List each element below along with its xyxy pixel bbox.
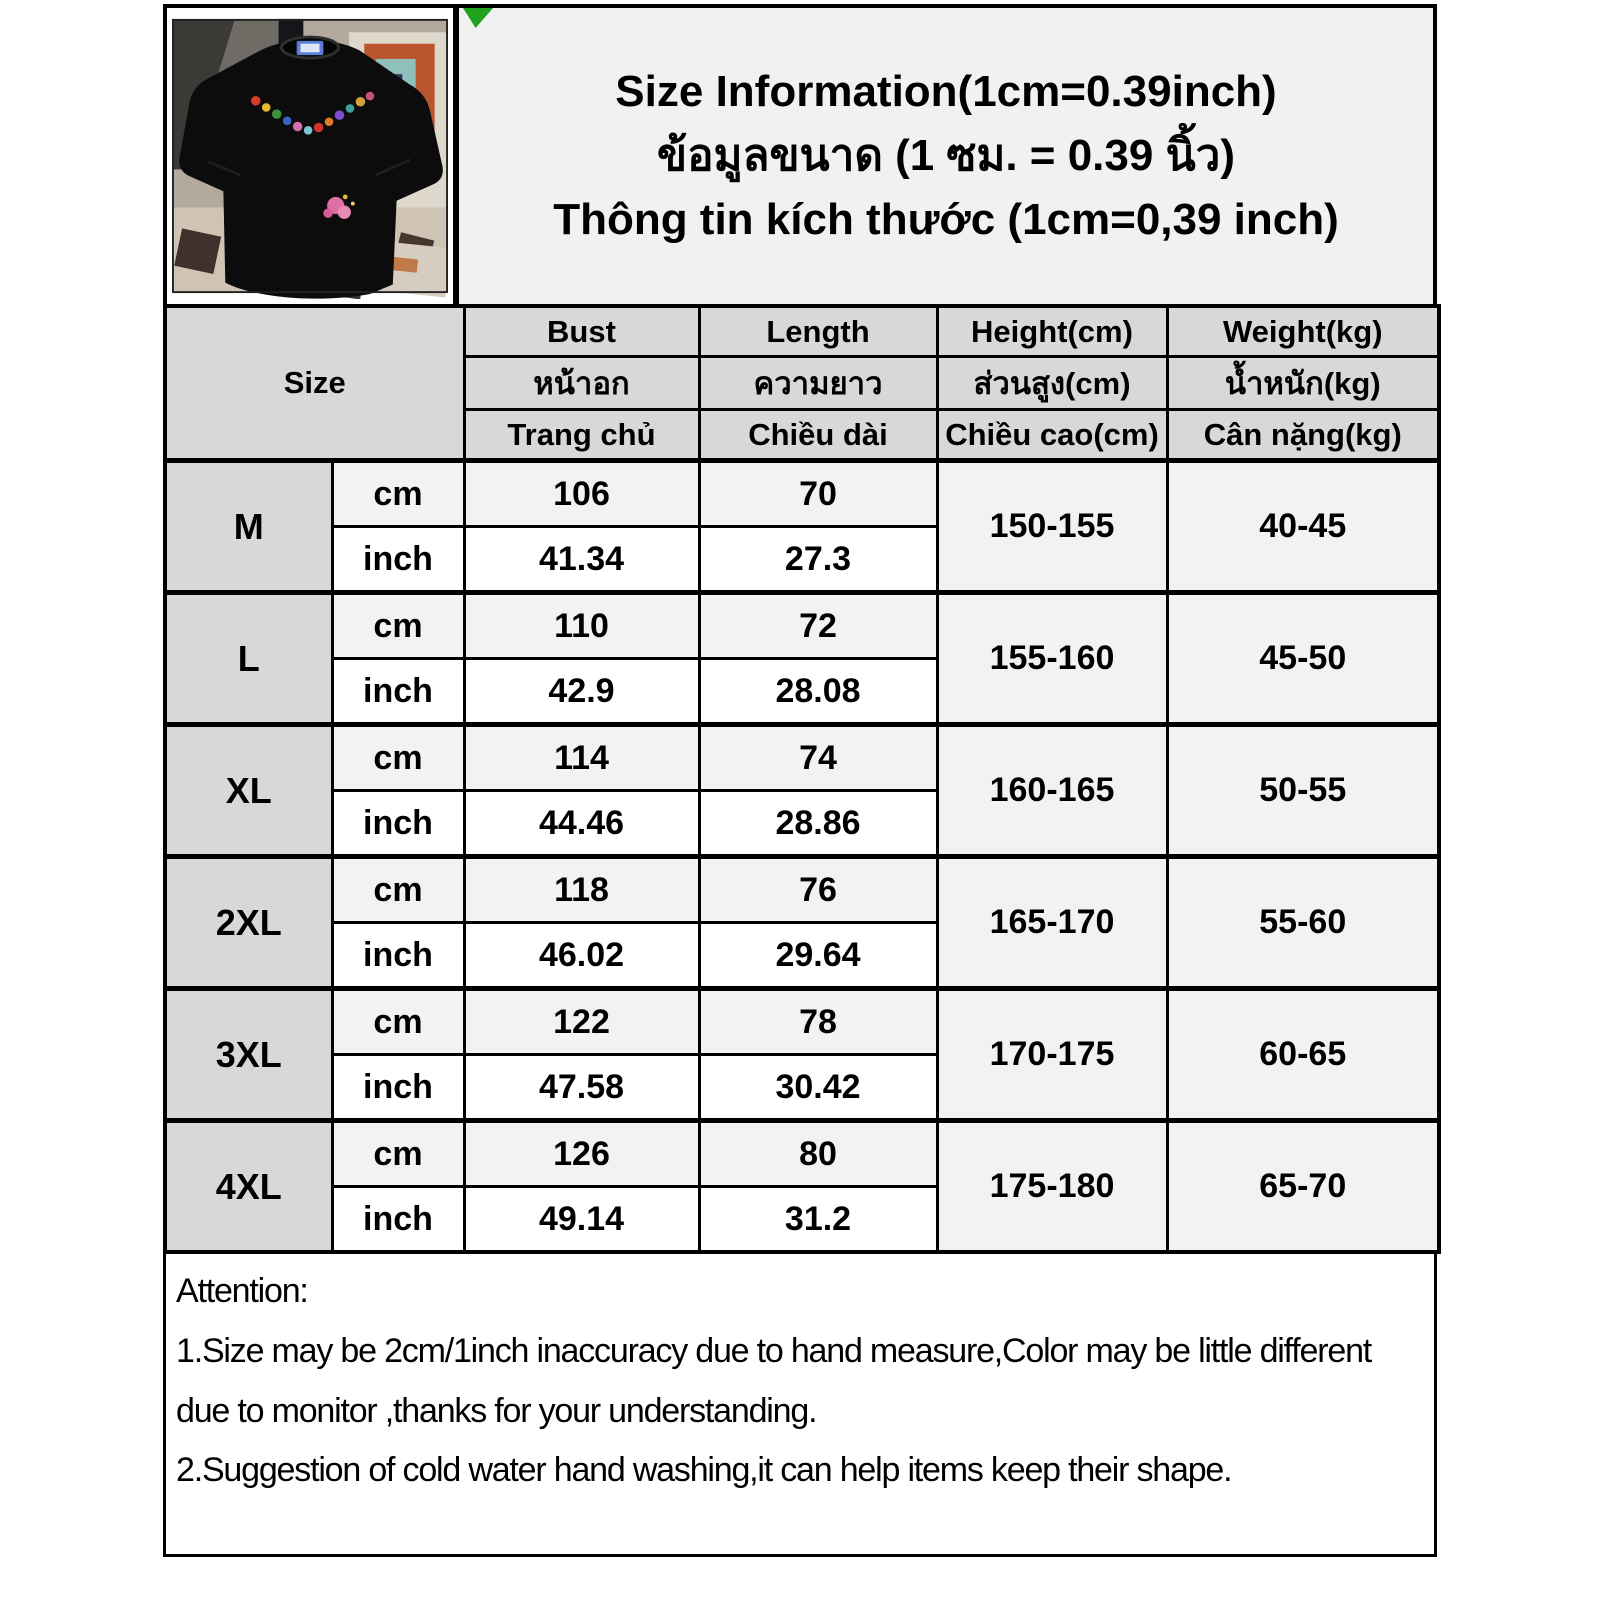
size-row-m-cm — [165, 461, 1439, 527]
length-value: 74 — [699, 725, 937, 791]
unit-cell: inch — [332, 1187, 464, 1253]
col-header-height-en: Height(cm) — [937, 306, 1167, 357]
col-header-weight-en: Weight(kg) — [1167, 306, 1439, 357]
bust-value: 49.14 — [464, 1187, 699, 1253]
size-row-2xl-cm — [165, 857, 1439, 923]
length-value: 76 — [699, 857, 937, 923]
height-range: 160-165 — [937, 725, 1167, 857]
size-table — [163, 304, 1441, 1254]
col-header-height-vi: Chiều cao(cm) — [937, 410, 1167, 461]
title-english: Size Information(1cm=0.39inch) — [615, 67, 1277, 116]
bust-value: 110 — [464, 593, 699, 659]
attention-notes — [163, 1254, 1437, 1557]
col-header-length-en: Length — [699, 306, 937, 357]
attention-note-2: 2.Suggestion of cold water hand washing,it can help items keep their shape. — [176, 1451, 1232, 1490]
bust-value: 118 — [464, 857, 699, 923]
bust-value: 114 — [464, 725, 699, 791]
col-header-height-th: ส่วนสูง(cm) — [937, 357, 1167, 410]
length-value: 80 — [699, 1121, 937, 1187]
size-row-4xl-cm — [165, 1121, 1439, 1187]
length-value: 27.3 — [699, 527, 937, 593]
bust-value: 122 — [464, 989, 699, 1055]
size-label-cell: 3XL — [165, 989, 332, 1121]
title-thai: ข้อมูลขนาด (1 ซม. = 0.39 นิ้ว) — [656, 131, 1235, 180]
size-chart-content — [163, 4, 1437, 1557]
bust-value: 42.9 — [464, 659, 699, 725]
product-photo-cell — [167, 8, 459, 304]
size-row-3xl-cm — [165, 989, 1439, 1055]
size-row-l-cm — [165, 593, 1439, 659]
bust-value: 47.58 — [464, 1055, 699, 1121]
attention-note-1: 1.Size may be 2cm/1inch inaccuracy due to hand measure,Color may be little different due to monitor ,thanks for your understanding. — [176, 1331, 1372, 1430]
unit-cell: cm — [332, 1121, 464, 1187]
unit-cell: cm — [332, 989, 464, 1055]
weight-range: 40-45 — [1167, 461, 1439, 593]
height-range: 170-175 — [937, 989, 1167, 1121]
length-value: 78 — [699, 989, 937, 1055]
height-range: 175-180 — [937, 1121, 1167, 1253]
bust-value: 41.34 — [464, 527, 699, 593]
col-header-bust-vi: Trang chủ — [464, 410, 699, 461]
unit-cell: inch — [332, 791, 464, 857]
header-row-en — [165, 306, 1439, 357]
length-value: 72 — [699, 593, 937, 659]
unit-cell: cm — [332, 461, 464, 527]
size-row-xl-cm — [165, 725, 1439, 791]
length-value: 29.64 — [699, 923, 937, 989]
weight-range: 55-60 — [1167, 857, 1439, 989]
unit-cell: inch — [332, 527, 464, 593]
size-column-label: Size — [165, 306, 464, 461]
weight-range: 45-50 — [1167, 593, 1439, 725]
height-range: 165-170 — [937, 857, 1167, 989]
bust-value: 126 — [464, 1121, 699, 1187]
col-header-weight-vi: Cân nặng(kg) — [1167, 410, 1439, 461]
col-header-bust-en: Bust — [464, 306, 699, 357]
top-section — [163, 4, 1437, 304]
unit-cell: inch — [332, 1055, 464, 1121]
col-header-weight-th: น้ำหนัก(kg) — [1167, 357, 1439, 410]
product-image — [172, 13, 448, 299]
size-label-cell: 4XL — [165, 1121, 332, 1253]
unit-cell: cm — [332, 593, 464, 659]
unit-cell: inch — [332, 923, 464, 989]
bust-value: 46.02 — [464, 923, 699, 989]
weight-range: 65-70 — [1167, 1121, 1439, 1253]
unit-cell: cm — [332, 857, 464, 923]
length-value: 30.42 — [699, 1055, 937, 1121]
size-information-header — [459, 8, 1433, 304]
weight-range: 50-55 — [1167, 725, 1439, 857]
size-label-cell: XL — [165, 725, 332, 857]
col-header-bust-th: หน้าอก — [464, 357, 699, 410]
height-range: 150-155 — [937, 461, 1167, 593]
unit-cell: inch — [332, 659, 464, 725]
title-vietnamese: Thông tin kích thước (1cm=0,39 inch) — [553, 195, 1339, 244]
col-header-length-vi: Chiều dài — [699, 410, 937, 461]
col-header-length-th: ความยาว — [699, 357, 937, 410]
length-value: 70 — [699, 461, 937, 527]
bust-value: 106 — [464, 461, 699, 527]
length-value: 28.86 — [699, 791, 937, 857]
unit-cell: cm — [332, 725, 464, 791]
length-value: 28.08 — [699, 659, 937, 725]
length-value: 31.2 — [699, 1187, 937, 1253]
size-label-cell: M — [165, 461, 332, 593]
size-chart-page — [0, 4, 1600, 1604]
weight-range: 60-65 — [1167, 989, 1439, 1121]
bust-value: 44.46 — [464, 791, 699, 857]
attention-heading: Attention: — [176, 1272, 308, 1310]
height-range: 155-160 — [937, 593, 1167, 725]
size-label-cell: L — [165, 593, 332, 725]
size-label-cell: 2XL — [165, 857, 332, 989]
